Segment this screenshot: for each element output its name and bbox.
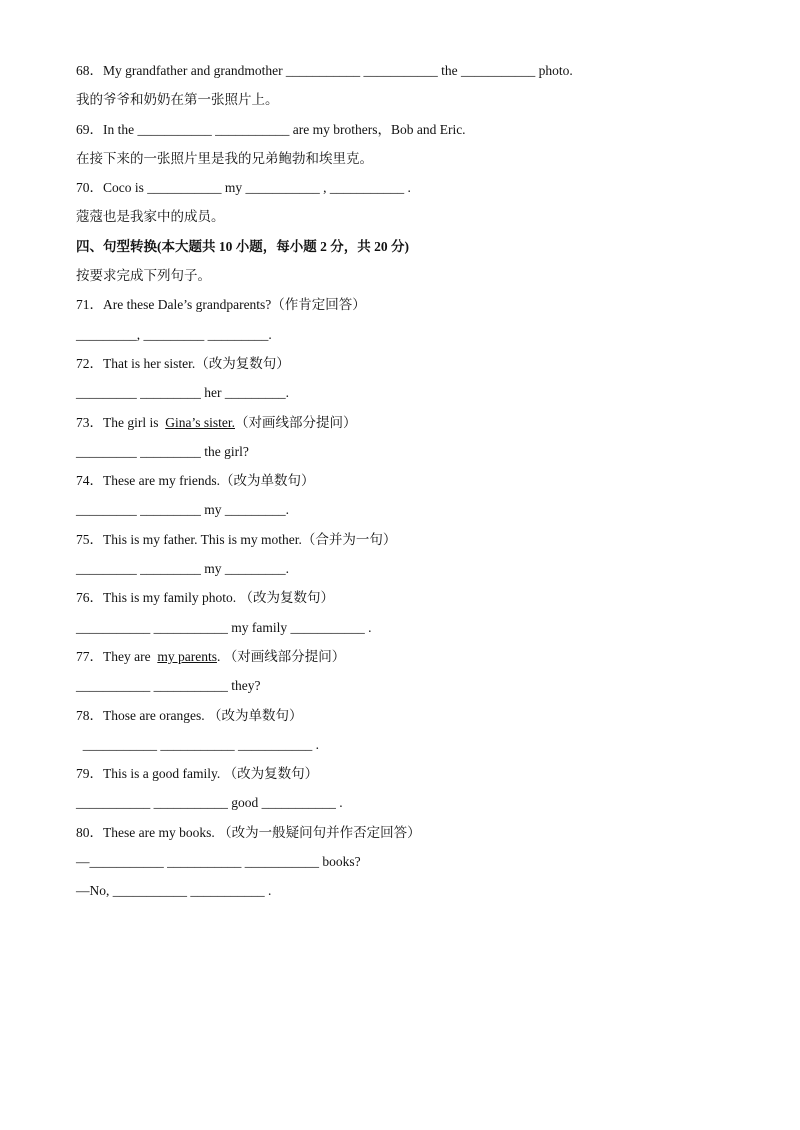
question-text: 78．Those are oranges. （改为单数句） — [76, 707, 303, 723]
question-instruction: （对画线部分提问） — [235, 414, 357, 430]
answer-blanks: ___________ ___________ my family ___________ . — [76, 619, 372, 635]
question-76 — [76, 587, 736, 616]
answer-blanks: _________ _________ my _________. — [76, 502, 290, 518]
question-text: 74．These are my friends.（改为单数句） — [76, 473, 315, 489]
answer-blanks: ___________ ___________ ___________ . — [76, 736, 319, 752]
instruction-text: 按要求完成下列句子。 — [76, 268, 211, 284]
question-text: 73．The girl is — [76, 414, 166, 430]
question-78 — [76, 705, 736, 734]
underlined-phrase: my parents — [157, 648, 217, 664]
question-text: 72．That is her sister.（改为复数句） — [76, 355, 290, 371]
question-text: 71．Are these Dale’s grandparents?（作肯定回答） — [76, 297, 366, 313]
answer-line-77 — [76, 675, 736, 704]
question-text: 75．This is my father. This is my mother.（合并为一句） — [76, 531, 397, 547]
question-77 — [76, 646, 736, 675]
question-text: 70．Coco is ___________ my ___________ , ___________ . — [76, 180, 411, 196]
answer-line-80-question — [76, 851, 736, 880]
question-75 — [76, 529, 736, 558]
question-73 — [76, 412, 736, 441]
question-68 — [76, 60, 736, 89]
question-text: 77．They are — [76, 648, 158, 664]
answer-blanks: —No, ___________ ___________ . — [76, 883, 272, 899]
answer-blanks: _________, _________ _________. — [76, 326, 272, 342]
answer-line-75 — [76, 558, 736, 587]
underlined-phrase: Gina’s sister. — [165, 414, 235, 430]
answer-blanks: —___________ ___________ ___________ books? — [76, 854, 361, 870]
question-69 — [76, 119, 736, 148]
worksheet-page — [76, 60, 736, 910]
question-72 — [76, 353, 736, 382]
answer-line-79 — [76, 792, 736, 821]
answer-blanks: _________ _________ her _________. — [76, 385, 289, 401]
answer-line-71 — [76, 324, 736, 353]
question-74 — [76, 470, 736, 499]
translation-70 — [76, 206, 736, 235]
section-heading — [76, 236, 736, 265]
question-text: 79．This is a good family. （改为复数句） — [76, 766, 319, 782]
translation-69 — [76, 148, 736, 177]
answer-line-80-reply — [76, 880, 736, 909]
translation-text: 在接下来的一张照片里是我的兄弟鲍勃和埃里克。 — [76, 150, 373, 166]
question-79 — [76, 763, 736, 792]
answer-line-78 — [76, 734, 736, 763]
answer-line-72 — [76, 382, 736, 411]
answer-blanks: ___________ ___________ they? — [76, 678, 261, 694]
question-71 — [76, 294, 736, 323]
answer-blanks: ___________ ___________ good ___________ . — [76, 795, 343, 811]
translation-68 — [76, 89, 736, 118]
question-text: 80．These are my books. （改为一般疑问句并作否定回答） — [76, 824, 421, 840]
section-title: 四、句型转换(本大题共 10 小题，每小题 2 分，共 20 分) — [76, 238, 409, 254]
question-instruction: . （对画线部分提问） — [216, 648, 346, 664]
answer-blanks: _________ _________ my _________. — [76, 561, 290, 577]
question-text: 76．This is my family photo. （改为复数句） — [76, 590, 334, 606]
question-text: 68．My grandfather and grandmother ___________ ___________ the ___________ photo. — [76, 63, 573, 78]
answer-line-76 — [76, 617, 736, 646]
translation-text: 蔻蔻也是我家中的成员。 — [76, 209, 225, 225]
translation-text: 我的爷爷和奶奶在第一张照片上。 — [76, 92, 279, 108]
question-70 — [76, 177, 736, 206]
section-instruction — [76, 265, 736, 294]
question-80 — [76, 822, 736, 851]
answer-line-73 — [76, 441, 736, 470]
answer-line-74 — [76, 499, 736, 528]
question-text: 69．In the ___________ ___________ are my brothers，Bob and Eric. — [76, 121, 466, 137]
answer-blanks: _________ _________ the girl? — [76, 443, 249, 459]
